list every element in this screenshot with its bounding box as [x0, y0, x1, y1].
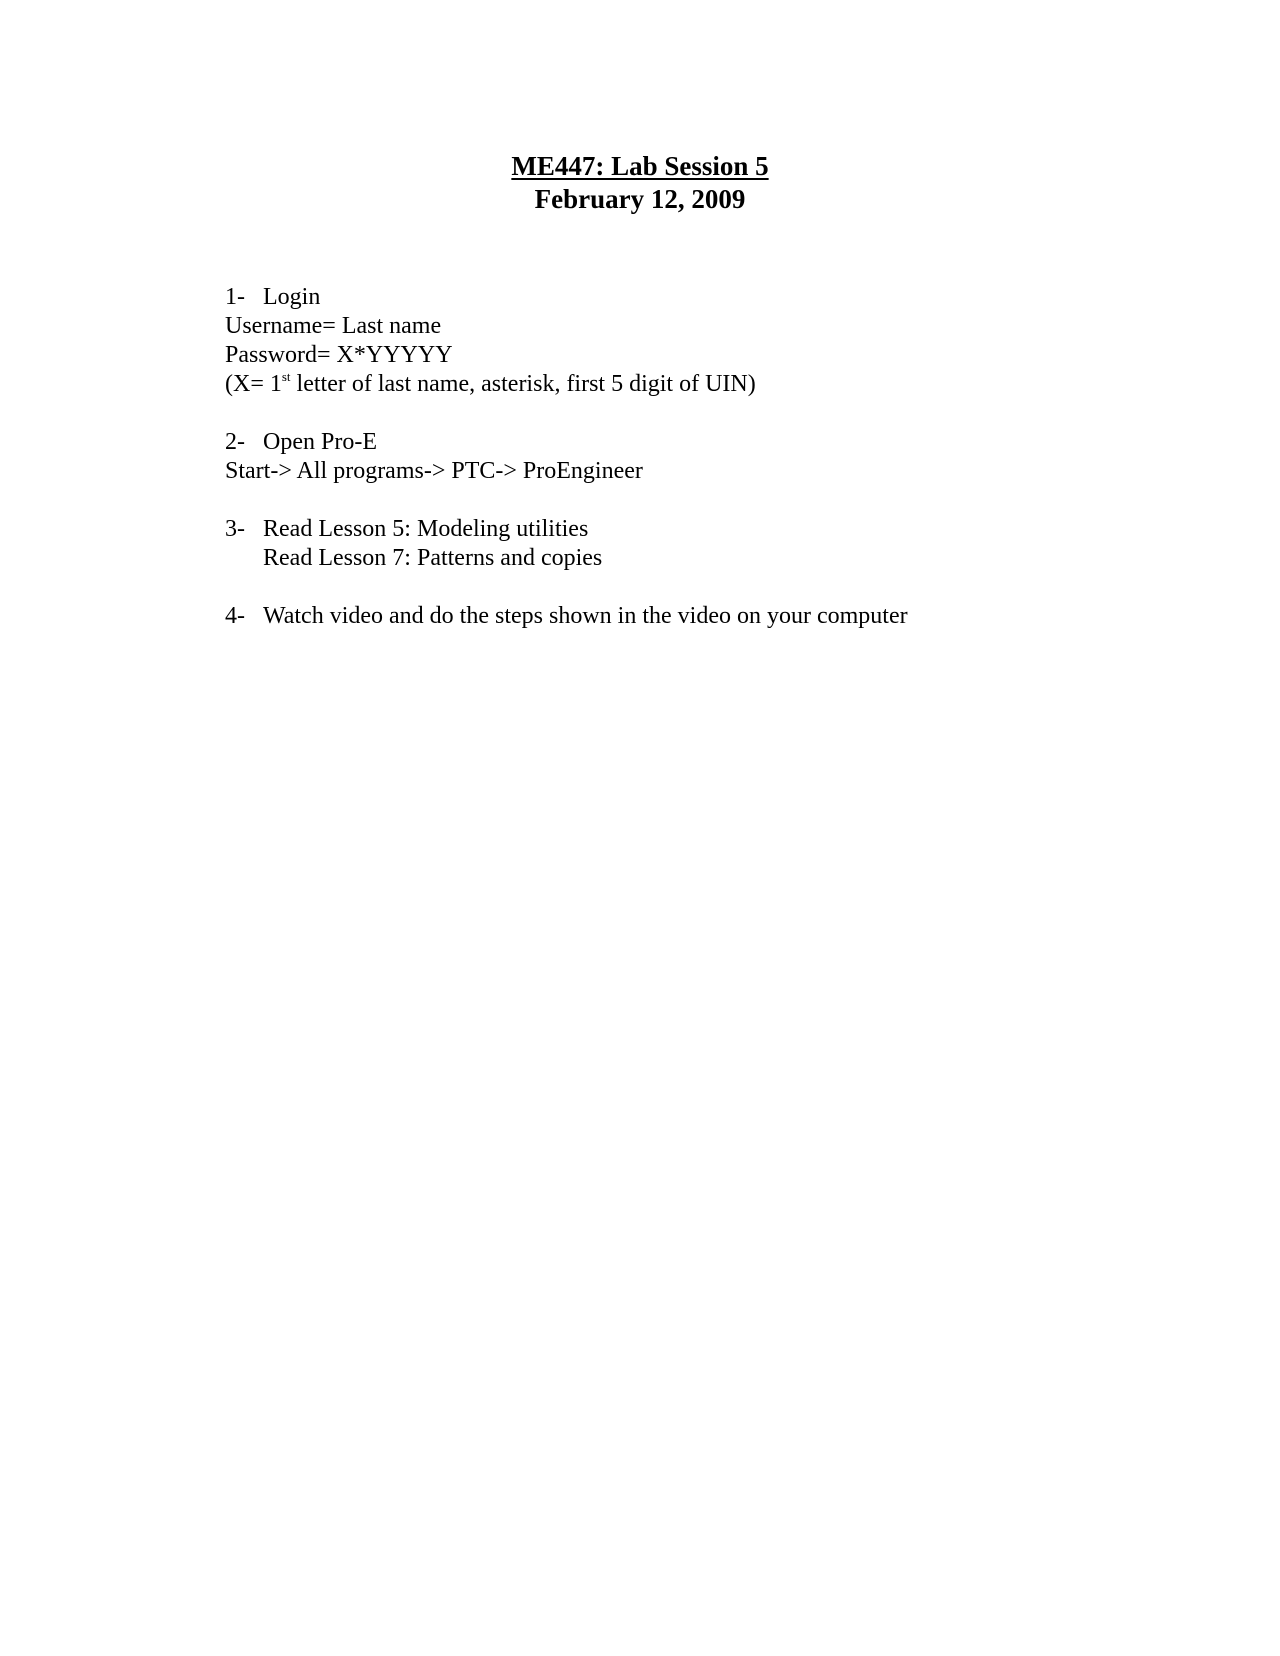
- step-4-heading: Watch video and do the steps shown in the video on your computer: [263, 603, 908, 629]
- step-4-number: 4-: [225, 603, 245, 629]
- step-3-number: 3-: [225, 516, 245, 542]
- step-3: [225, 515, 602, 573]
- step-3-second-lesson: Read Lesson 7: Patterns and copies: [263, 545, 603, 571]
- step-3-heading-line: [225, 515, 602, 544]
- step-1-heading: Login: [263, 284, 321, 310]
- step-1-username: Username= Last name: [225, 313, 442, 339]
- page-date: February 12, 2009: [534, 184, 746, 214]
- step-2: [225, 428, 643, 486]
- superscript-st: st: [281, 369, 291, 384]
- step-4-heading-line: [225, 602, 908, 631]
- step-2-number: 2-: [225, 429, 245, 455]
- step-2-heading: Open Pro-E: [263, 429, 377, 455]
- page-title: ME447: Lab Session 5: [511, 151, 769, 181]
- step-1-note: (X= 1st letter of last name, asterisk, first 5 digit of UIN): [225, 369, 756, 397]
- step-1-password: Password= X*YYYYY: [225, 342, 453, 368]
- step-1-heading-line: [225, 283, 756, 312]
- step-1-number: 1-: [225, 284, 245, 310]
- title-block: [0, 150, 1280, 216]
- step-2-path: Start-> All programs-> PTC-> ProEngineer: [225, 458, 643, 484]
- step-4: [225, 602, 908, 631]
- step-3-heading: Read Lesson 5: Modeling utilities: [263, 516, 589, 542]
- step-2-heading-line: [225, 428, 643, 457]
- step-1: [225, 283, 756, 399]
